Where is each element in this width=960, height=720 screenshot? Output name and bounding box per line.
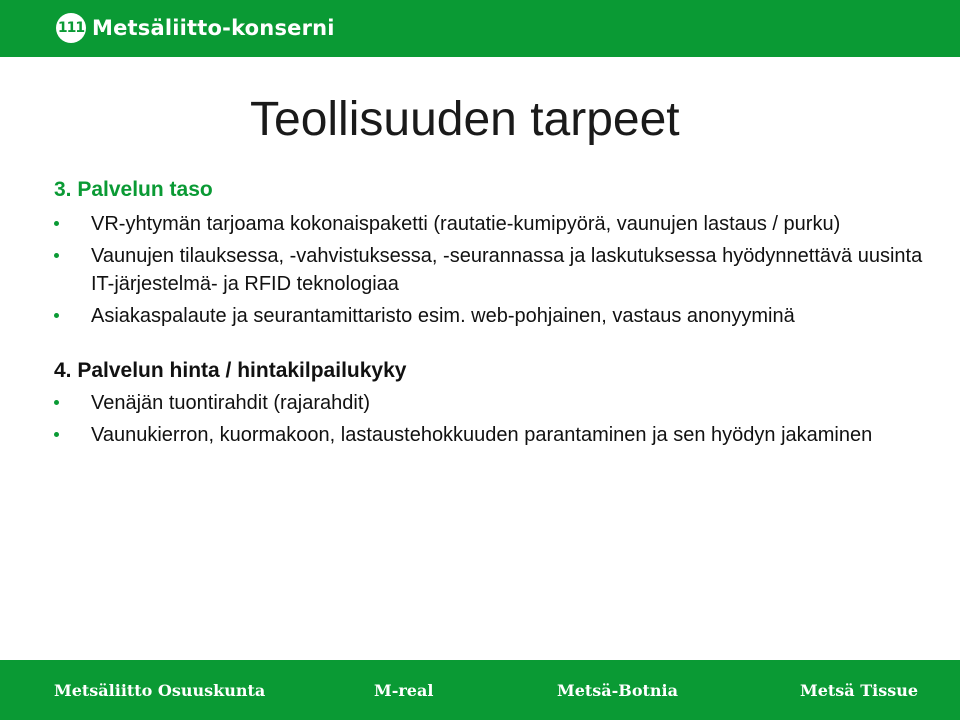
list-item — [54, 421, 934, 449]
list-item-text: VR-yhtymän tarjoama kokonaispaketti (rautatie-kumipyörä, vaunujen lastaus / purku) — [91, 213, 841, 235]
section-service-level — [54, 176, 934, 330]
slide-content — [54, 176, 934, 449]
list-item — [54, 210, 934, 238]
list-item-text: Venäjän tuontirahdit (rajarahdit) — [91, 392, 371, 414]
bullet-list — [54, 389, 934, 449]
bullet-icon — [54, 432, 59, 437]
footer-brand-metsaliitto-osuuskunta: Metsäliitto Osuuskunta — [54, 681, 266, 700]
footer-brand-metsa-botnia: Metsä-Botnia — [557, 681, 678, 700]
section-service-price — [54, 357, 934, 449]
footer-brand-m-real: M-real — [374, 681, 434, 700]
footer-brand-metsa-tissue: Metsä Tissue — [800, 681, 919, 700]
list-item-text: Vaunujen tilauksessa, -vahvistuksessa, -seurannassa ja laskutuksessa hyödynnettävä uusinta IT-järjestelmä- ja RFID teknologiaa — [91, 245, 923, 295]
bullet-icon — [54, 253, 59, 258]
bullet-icon — [54, 400, 59, 405]
bullet-icon — [54, 221, 59, 226]
bullet-icon — [54, 313, 59, 318]
section-heading: 3. Palvelun taso — [54, 178, 213, 201]
footer-bar — [0, 660, 960, 720]
list-item-text: Asiakaspalaute ja seurantamittaristo esim. web-pohjainen, vastaus anonyyminä — [91, 305, 795, 327]
bullet-list — [54, 210, 934, 330]
header-bar — [0, 0, 960, 57]
list-item — [54, 302, 934, 330]
section-heading: 4. Palvelun hinta / hintakilpailukyky — [54, 359, 407, 382]
logo-text: Metsäliitto-konserni — [92, 16, 335, 40]
company-logo — [56, 11, 335, 45]
list-item-text: Vaunukierron, kuormakoon, lastaustehokkuuden parantaminen ja sen hyödyn jakaminen — [91, 424, 873, 446]
list-item — [54, 242, 934, 298]
logo-badge-icon: 111 — [56, 13, 86, 43]
list-item — [54, 389, 934, 417]
slide-title: Teollisuuden tarpeet — [250, 93, 680, 146]
